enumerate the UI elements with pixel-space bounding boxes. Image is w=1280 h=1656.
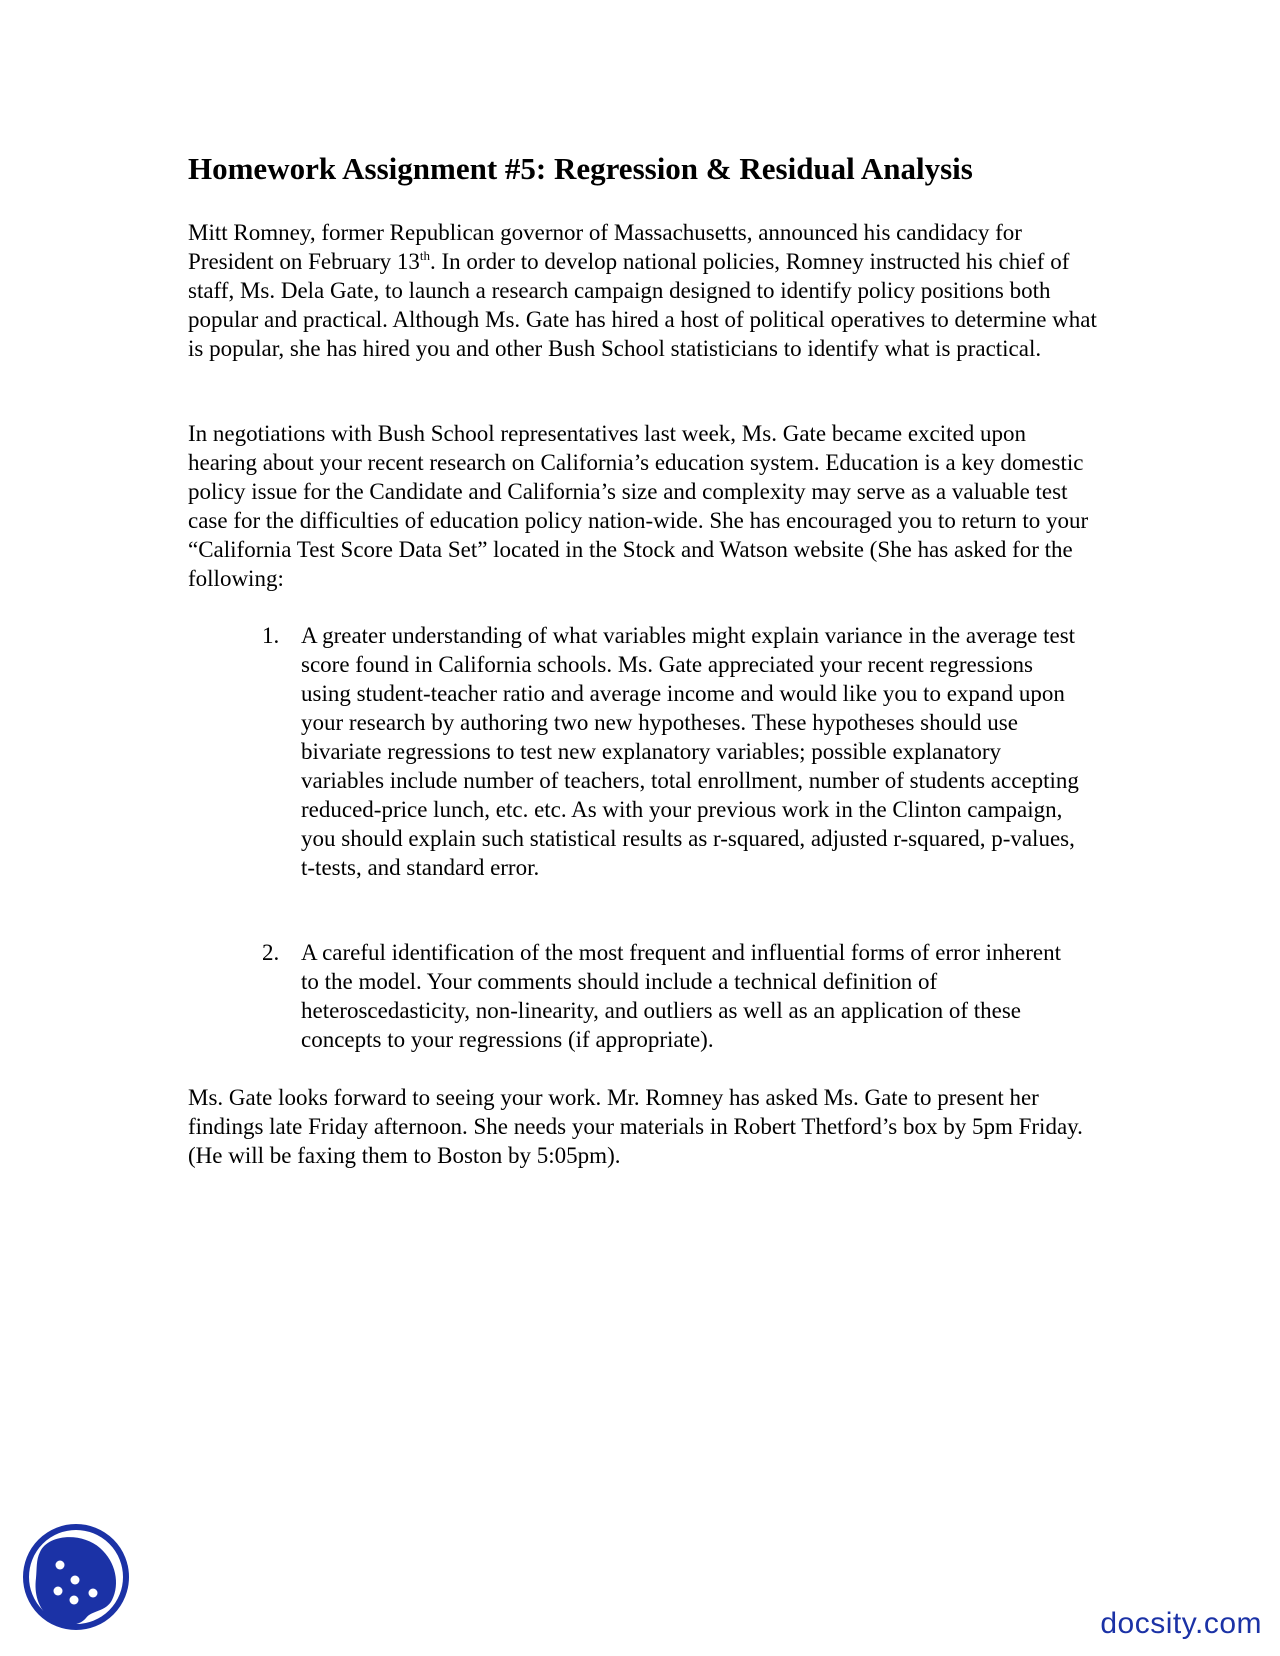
docsity-logo-icon [20, 1518, 132, 1636]
intro-paragraph [188, 218, 1098, 363]
intro-text-end: . In order to develop national policies, Romney instructed his chief of staff, Ms. Dela Gate, to launch a research campaign designed to identify policy positions both popular and practical. Although Ms. Gate has hired a host of political operatives to determine what is popular, she has hired you and other Bush School statisticians to identify what is practical. [188, 249, 1097, 361]
ordinal-suffix: th [419, 248, 431, 263]
intro-text-start: Mitt Romney, former Republican governor of Massachusetts, announced his candidacy for President on February 13 [188, 220, 1022, 274]
list-item-text: A greater understanding of what variables might explain variance in the average test score found in California schools. Ms. Gate appreciated your recent regressions using student-teacher ratio and average income and would like you to expand upon your research by authoring two new hypotheses. These hypotheses should use bivariate regressions to test new explanatory variables; possible explanatory variables include number of teachers, total enrollment, number of students accepting reduced-price lunch, etc. etc. As with your previous work in the Clinton campaign, you should explain such statistical results as r-squared, adjusted r-squared, p-values, t-tests, and standard error. [301, 623, 1079, 880]
document-title: Homework Assignment #5: Regression & Residual Analysis [188, 151, 973, 186]
negotiations-paragraph: In negotiations with Bush School representatives last week, Ms. Gate became excited upon hearing about your recent research on California’s education system. Education is a key domestic policy issue for the Candidate and California’s size and complexity may serve as a valuable test case for the difficulties of education policy nation-wide. She has encouraged you to return to your “California Test Score Data Set” located in the Stock and Watson website (She has asked for the following: [188, 421, 1089, 591]
closing-paragraph: Ms. Gate looks forward to seeing your work. Mr. Romney has asked Ms. Gate to present her findings late Friday afternoon. She needs your materials in Robert Thetford’s box by 5pm Friday. (He will be faxing them to Boston by 5:05pm). [188, 1085, 1083, 1168]
list-item-text: A careful identification of the most frequent and influential forms of error inherent to the model. Your comments should include a technical definition of heteroscedasticity, non-linearity, and outliers as well as an application of these concepts to your regressions (if appropriate). [301, 940, 1062, 1052]
list-item-number: 2. [262, 940, 280, 965]
list-item [262, 621, 1082, 882]
list-item [262, 938, 1082, 1054]
list-item-number: 1. [262, 623, 280, 648]
docsity-watermark[interactable]: docsity.com [1100, 1607, 1262, 1640]
